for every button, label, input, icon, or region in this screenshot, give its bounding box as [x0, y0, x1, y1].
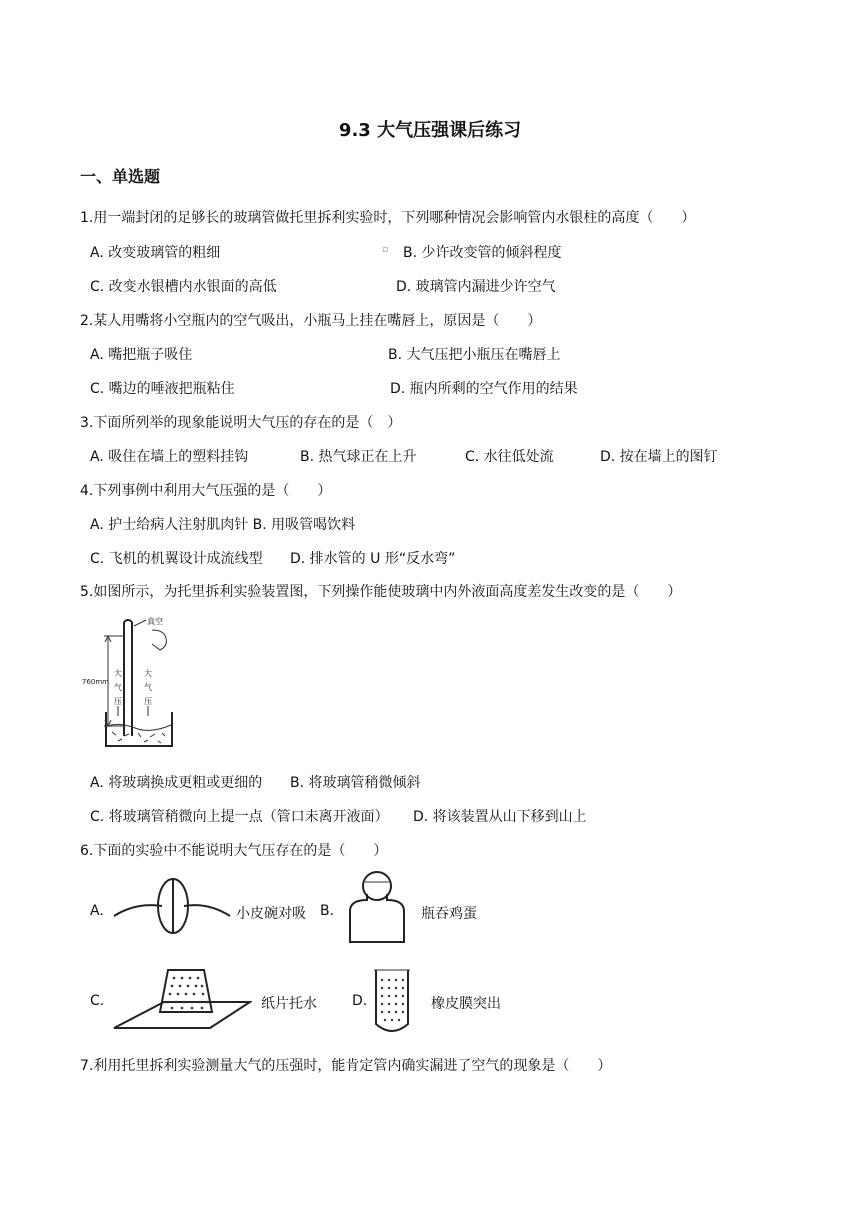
question-2-option-b[interactable]: B. 大气压把小瓶压在嘴唇上 [388, 347, 561, 363]
question-6-option-b-letter[interactable]: B. [320, 903, 335, 919]
question-1-option-c[interactable]: C. 改变水银槽内水银面的高低 [90, 279, 277, 295]
water-dots-2 [381, 979, 404, 1021]
question-3-option-d[interactable]: D. 按在墙上的图钉 [600, 449, 718, 465]
water-dots [167, 977, 209, 1010]
rubber-film-bulge-figure [370, 966, 414, 1040]
question-6-option-c-text: 纸片托水 [261, 996, 317, 1012]
right-atm-char-1: 大 [144, 669, 152, 678]
question-6-option-a-text: 小皮碗对吸 [236, 906, 306, 922]
question-3-option-a[interactable]: A. 吸住在墙上的塑料挂钩 [90, 449, 249, 465]
question-3-stem: 3.下面所列举的现象能说明大气压的存在的是（ ） [80, 415, 402, 431]
question-1-stem: 1.用一端封闭的足够长的玻璃管做托里拆利实验时，下列哪种情况会影响管内水银柱的高度（ ） [80, 210, 696, 226]
separator-dot: ▫ [382, 245, 389, 255]
right-atm-char-2: 气 [144, 683, 152, 692]
left-atm-char-3: 压 [114, 697, 122, 706]
question-6-option-d-text: 橡皮膜突出 [431, 996, 501, 1012]
left-atm-char-1: 大 [114, 669, 122, 678]
rubber-suction-cups-figure [112, 874, 232, 938]
height-label: 760mm [82, 678, 109, 686]
question-1-option-b[interactable]: B. 少许改变管的倾斜程度 [403, 245, 562, 261]
question-4-stem: 4.下列事例中利用大气压强的是（ ） [80, 483, 332, 499]
left-atm-char-2: 气 [114, 683, 122, 692]
question-5-stem: 5.如图所示，为托里拆利实验装置图，下列操作能使玻璃中内外液面高度差发生改变的是（ ） [80, 584, 682, 600]
mercury-texture [112, 732, 165, 743]
question-3-option-c[interactable]: C. 水往低处流 [465, 449, 554, 465]
vacuum-label: 真空 [147, 617, 163, 626]
question-5-option-c[interactable]: C. 将玻璃管稍微向上提一点（管口未离开液面） [90, 809, 389, 825]
right-atm-char-3: 压 [144, 697, 152, 706]
question-2-stem: 2.某人用嘴将小空瓶内的空气吸出，小瓶马上挂在嘴唇上，原因是（ ） [80, 313, 542, 329]
question-4-options-ab[interactable]: A. 护士给病人注射肌肉针 B. 用吸管喝饮料 [90, 517, 356, 533]
question-6-option-d-letter[interactable]: D. [352, 993, 368, 1009]
question-2-option-a[interactable]: A. 嘴把瓶子吸住 [90, 347, 193, 363]
document-title: 9.3 大气压强课后练习 [338, 120, 522, 141]
question-6-option-c-letter[interactable]: C. [90, 993, 105, 1009]
torricelli-apparatus-figure [80, 612, 200, 752]
question-1-option-a[interactable]: A. 改变玻璃管的粗细 [90, 245, 221, 261]
question-5-option-d[interactable]: D. 将该装置从山下移到山上 [413, 809, 587, 825]
question-6-option-b-text: 瓶吞鸡蛋 [421, 906, 477, 922]
question-4-option-c[interactable]: C. 飞机的机翼设计成流线型 [90, 551, 263, 567]
question-4-option-d[interactable]: D. 排水管的 U 形“反水弯” [290, 551, 456, 567]
question-1-option-d[interactable]: D. 玻璃管内漏进少许空气 [396, 279, 556, 295]
section-heading: 一、单选题 [80, 167, 161, 186]
question-2-option-c[interactable]: C. 嘴边的唾液把瓶粘住 [90, 381, 235, 397]
question-6-stem: 6.下面的实验中不能说明大气压存在的是（ ） [80, 843, 388, 859]
paper-holds-water-figure [112, 962, 252, 1032]
bottle-swallow-egg-figure [343, 866, 411, 946]
question-7-stem: 7.利用托里拆利实验测量大气的压强时，能肯定管内确实漏进了空气的现象是（ ） [80, 1058, 612, 1074]
question-3-option-b[interactable]: B. 热气球正在上升 [300, 449, 417, 465]
question-5-option-a[interactable]: A. 将玻璃换成更粗或更细的 [90, 775, 263, 791]
question-6-option-a-letter[interactable]: A. [90, 903, 104, 919]
question-2-option-d[interactable]: D. 瓶内所剩的空气作用的结果 [390, 381, 578, 397]
question-5-option-b[interactable]: B. 将玻璃管稍微倾斜 [290, 775, 421, 791]
